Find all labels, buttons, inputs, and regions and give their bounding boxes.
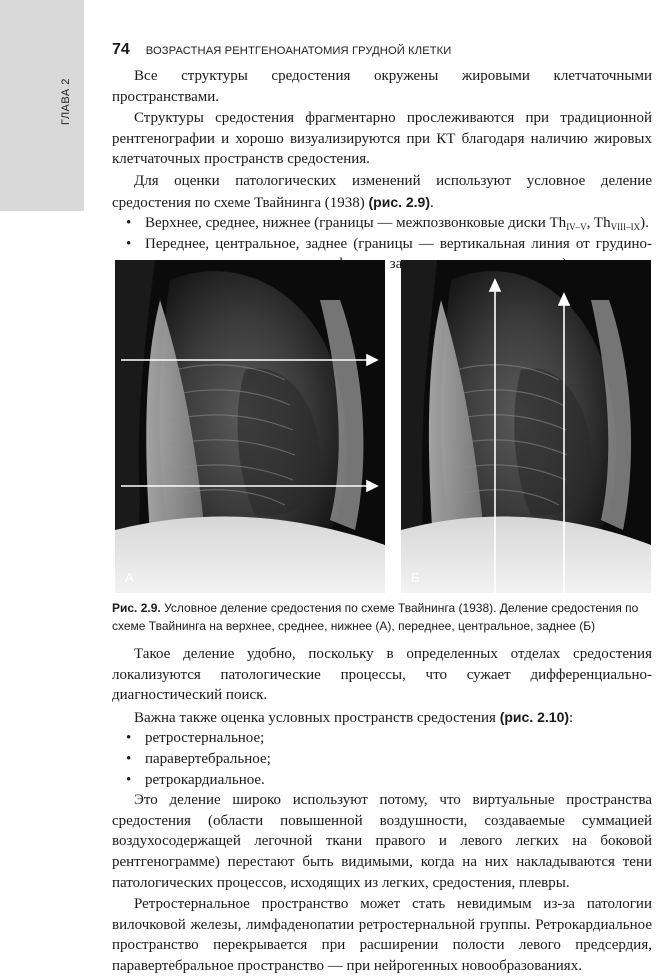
intro-paragraph-1: Все структуры средостения окружены жировыми клетчаточными пространствами. [112,68,652,105]
list-item: • ретростернальное; [112,728,652,749]
xray-image-b [401,260,651,593]
figure-reference-2-9: (рис. 2.9) [368,193,431,210]
panel-b-label: Б [411,570,420,585]
bullet-1-text: Верхнее, среднее, нижнее (границы — межпозвонковые диски Th [145,215,567,232]
figure-reference-2-10: (рис. 2.10) [499,708,570,725]
caption-text: Условное деление средостения по схеме Твайнинга (1938). Деление средостения по схеме Твайнинга на верхнее, среднее, нижнее (А), переднее, центральное, заднее (Б) [112,601,639,633]
xray-panel-b [401,260,651,593]
caption-label: Рис. 2.9. [112,601,161,615]
list-item: • ретрокардиальное. [112,770,652,791]
intro-paragraph-2: Структуры средостения фрагментарно прослеживаются при традиционной рентгенографии и хорошо визуализируются при КТ благодаря наличию жировых клетчаточных пространств средостения. [112,110,652,168]
body-paragraph-2 [112,707,652,729]
intro-paragraph-3 [112,171,652,213]
spaces-list [112,728,652,790]
bullet-1-mid: , Th [586,215,611,232]
running-title: ВОЗРАСТНАЯ РЕНТГЕНОАНАТОМИЯ ГРУДНОЙ КЛЕТКИ [145,45,452,57]
list-item: • паравертебральное; [112,749,652,770]
list-item [112,213,652,234]
body-paragraph-2-end: : [569,709,574,726]
xray-image-a [115,260,385,593]
body-paragraph-2-text: Важна также оценка условных пространств средостения [134,709,500,726]
intro-paragraph-3-end: . [430,194,434,211]
body-paragraph-3: Это деление широко используют потому, что виртуальные пространства средостения (области повышенной воздушности, создаваемые суммацией воздухосодержащей легочной ткани правого и левого легких на боковой рентгенограмме) перестают быть видимыми, когда на них накладываются тени патологических процессов, исходящих из легких, средостения, плевры. [112,792,652,891]
intro-paragraph-3-text: Для оценки патологических изменений используют условное деление средостения по схеме Твайнинга (1938) [112,172,652,211]
figure-caption [112,600,657,635]
chapter-label: ГЛАВА 2 [60,78,72,126]
bullet-1-subscript-1: IV–V [566,222,587,233]
page-number: 74 [112,41,130,58]
xray-panel-a [115,260,385,593]
page-header [112,41,652,59]
chapter-side-tab [0,0,84,211]
body-paragraph-4: Ретростернальное пространство может стать невидимым из-за патологии вилочковой железы, лимфаденопатии ретростернальной группы. Ретрокардиальное пространство перекрывается при расширении полости левого предсердия, паравертебральное пространство — при нейрогенных новообразованиях. [112,896,652,974]
body-text [112,644,652,977]
intro-text [112,66,652,275]
bullet-1-subscript-2: VIII–IX [610,222,641,233]
body-paragraph-1: Такое деление удобно, поскольку в определенных отделах средостения локализуются патологические процессы, что сужает дифференциально-диагностический поиск. [112,646,652,704]
panel-a-label: А [125,570,134,585]
list-item: • Переднее, центральное, заднее (границы — вертикальная линия от грудино- [112,234,652,275]
bullet-1-end: ). [640,215,649,232]
